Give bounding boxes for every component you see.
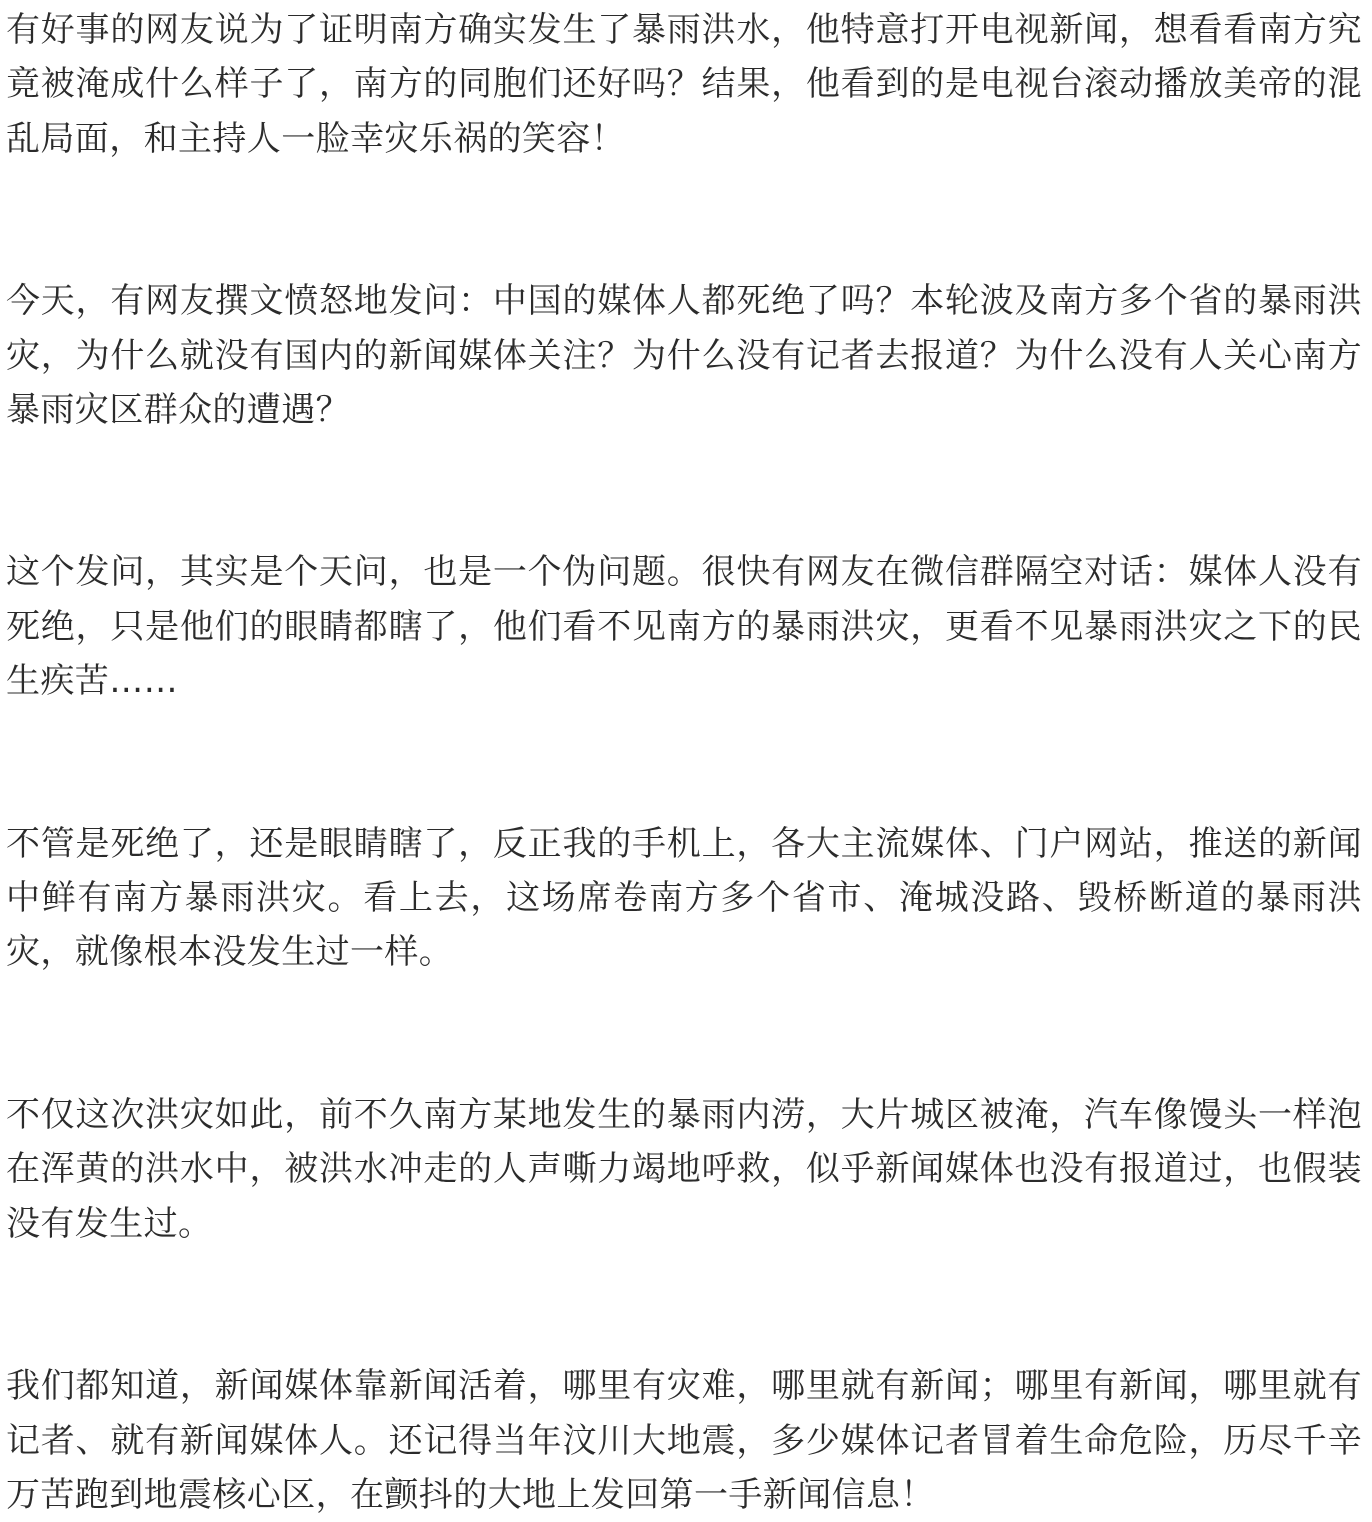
- paragraph-3: 这个发问，其实是个天问，也是一个伪问题。很快有网友在微信群隔空对话：媒体人没有死绝，只是他们的眼睛都瞎了，他们看不见南方的暴雨洪灾，更看不见暴雨洪灾之下的民生疾苦……: [6, 552, 1362, 702]
- article-body: [6, 0, 1362, 1522]
- paragraph-6: 我们都知道，新闻媒体靠新闻活着，哪里有灾难，哪里就有新闻；哪里有新闻，哪里就有记者、就有新闻媒体人。还记得当年汶川大地震，多少媒体记者冒着生命危险，历尽千辛万苦跑到地震核心区，在颤抖的大地上发回第一手新闻信息！: [6, 1366, 1362, 1515]
- paragraph-5: 不仅这次洪灾如此，前不久南方某地发生的暴雨内涝，大片城区被淹，汽车像馒头一样泡在浑黄的洪水中，被洪水冲走的人声嘶力竭地呼救，似乎新闻媒体也没有报道过，也假装没有发生过。: [6, 1094, 1362, 1244]
- paragraph-2: 今天，有网友撰文愤怒地发问：中国的媒体人都死绝了吗？本轮波及南方多个省的暴雨洪灾，为什么就没有国内的新闻媒体关注？为什么没有记者去报道？为什么没有人关心南方暴雨灾区群众的遭遇？: [6, 281, 1362, 431]
- paragraph-1: 有好事的网友说为了证明南方确实发生了暴雨洪水，他特意打开电视新闻，想看看南方究竟被淹成什么样子了，南方的同胞们还好吗？结果，他看到的是电视台滚动播放美帝的混乱局面，和主持人一脸幸灾乐祸的笑容！: [6, 10, 1362, 159]
- paragraph-4: 不管是死绝了，还是眼睛瞎了，反正我的手机上，各大主流媒体、门户网站，推送的新闻中鲜有南方暴雨洪灾。看上去，这场席卷南方多个省市、淹城没路、毁桥断道的暴雨洪灾，就像根本没发生过一样。: [6, 823, 1362, 973]
